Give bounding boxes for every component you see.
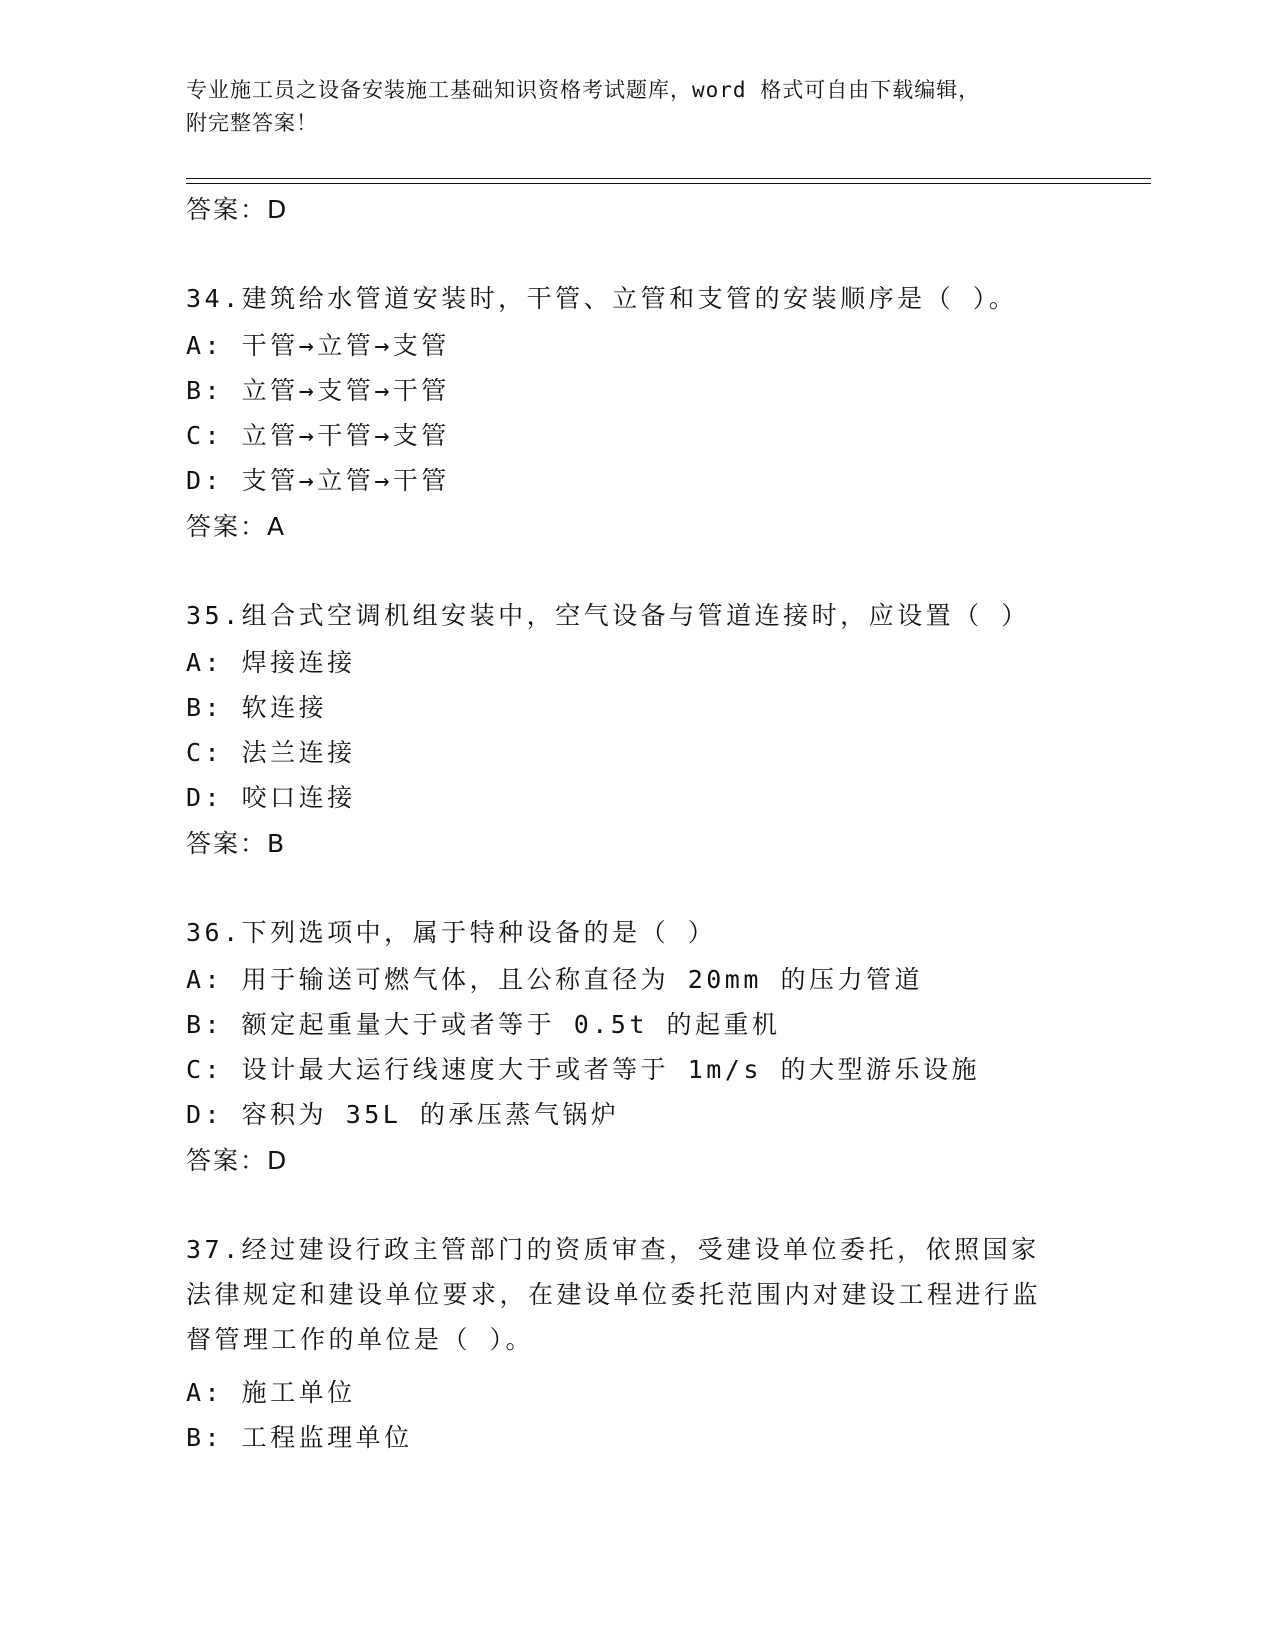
- answer-label: 答案：A: [186, 512, 287, 541]
- question-stem: 34.建筑给水管道安装时，干管、立管和支管的安装顺序是（ ）。: [186, 284, 1018, 313]
- header-line-1: 专业施工员之设备安装施工基础知识资格考试题库，word 格式可自由下载编辑，: [186, 78, 981, 102]
- question-stem: 36.下列选项中，属于特种设备的是（ ）: [186, 918, 717, 947]
- header-divider: [186, 178, 1151, 179]
- question-option: D: 咬口连接: [186, 783, 356, 812]
- header-divider: [186, 183, 1151, 184]
- header-line-2: 附完整答案！: [186, 111, 318, 135]
- question-option: A: 用于输送可燃气体，且公称直径为 20mm 的压力管道: [186, 965, 923, 994]
- question-option: C: 设计最大运行线速度大于或者等于 1m/s 的大型游乐设施: [186, 1055, 980, 1084]
- document-header: [186, 74, 1086, 140]
- question-option: B: 额定起重量大于或者等于 0.5t 的起重机: [186, 1010, 781, 1039]
- question-option: D: 容积为 35L 的承压蒸气锅炉: [186, 1100, 620, 1129]
- question-option: B: 立管→支管→干管: [186, 376, 450, 405]
- question-option: A: 干管→立管→支管: [186, 331, 450, 360]
- question-option: C: 法兰连接: [186, 738, 356, 767]
- question-option: D: 支管→立管→干管: [186, 466, 450, 495]
- answer-label: 答案：D: [186, 195, 289, 224]
- question-stem: 37.经过建设行政主管部门的资质审查，受建设单位委托，依照国家法律规定和建设单位要求，在建设单位委托范围内对建设工程进行监督管理工作的单位是（ ）。: [186, 1235, 1042, 1354]
- question-option: C: 立管→干管→支管: [186, 421, 450, 450]
- question-option: A: 焊接连接: [186, 648, 356, 677]
- question-option: A: 施工单位: [186, 1378, 356, 1407]
- question-stem: 35.组合式空调机组安装中，空气设备与管道连接时，应设置（ ）: [186, 601, 1030, 630]
- answer-label: 答案：D: [186, 1146, 289, 1175]
- question-option: B: 工程监理单位: [186, 1423, 413, 1452]
- answer-label: 答案：B: [186, 829, 287, 858]
- question-option: B: 软连接: [186, 693, 328, 722]
